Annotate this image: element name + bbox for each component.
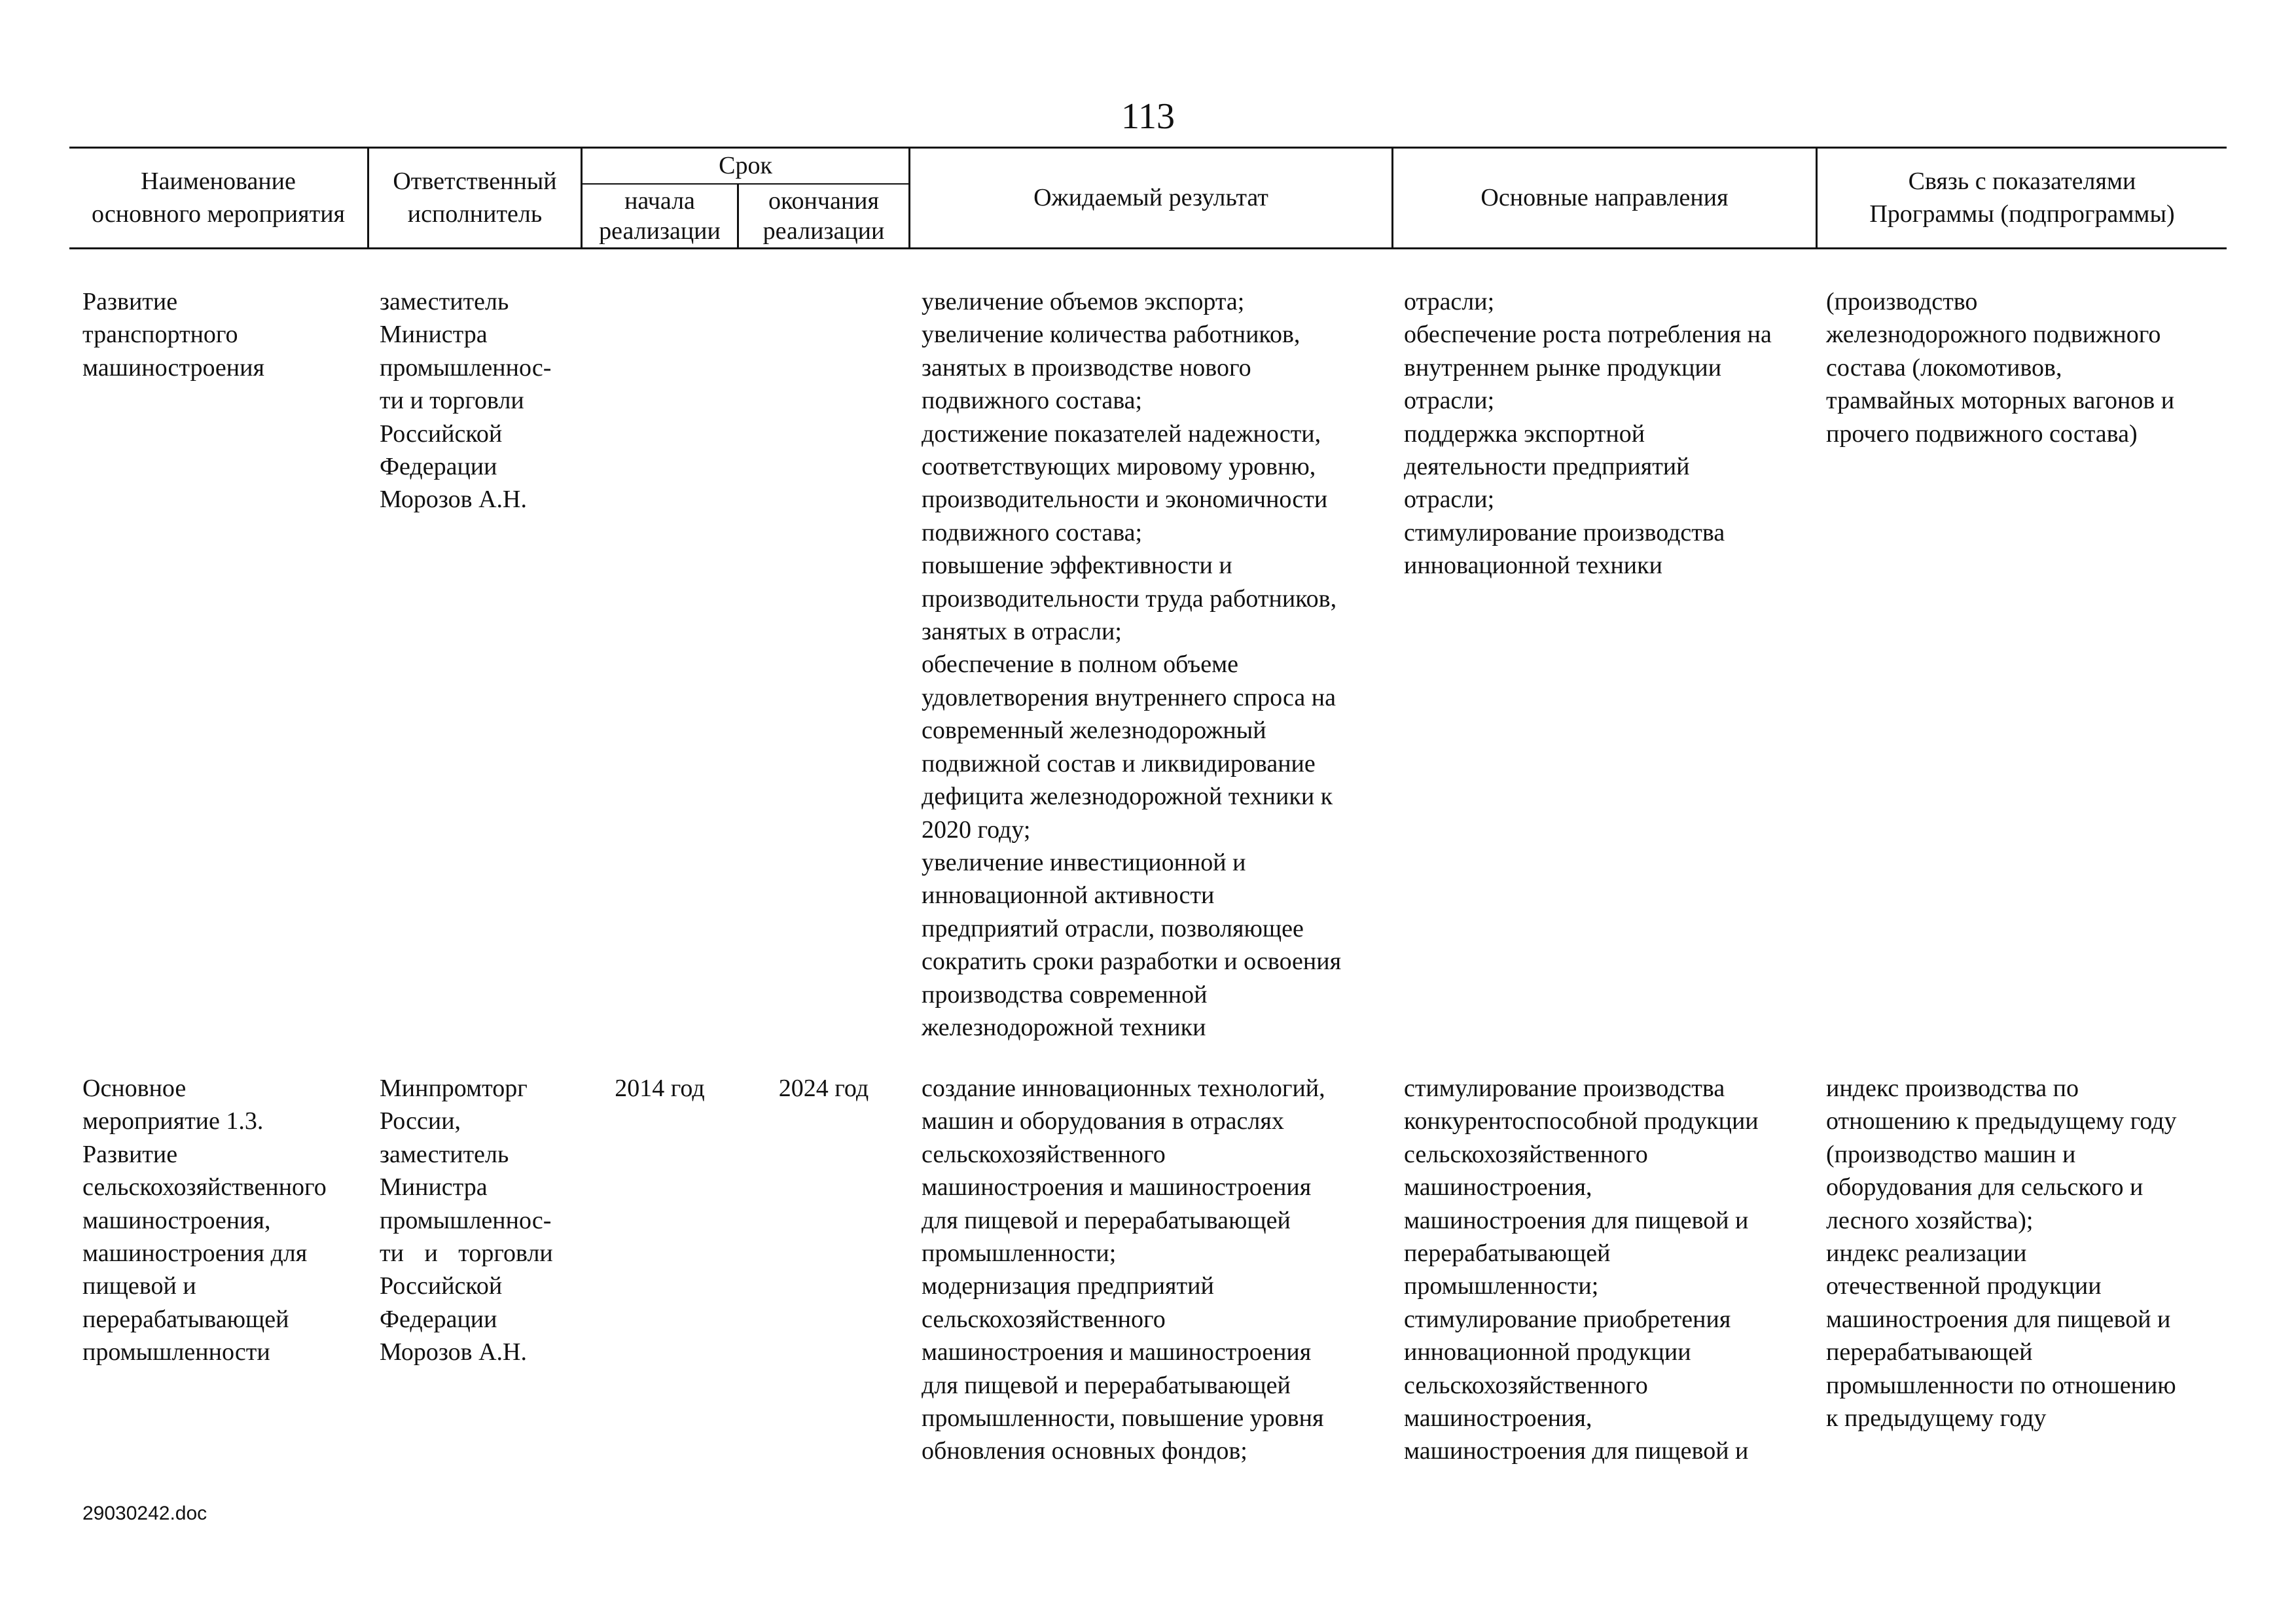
header-start: начала реализации [599, 187, 721, 245]
row2-directions: стимулирование производства конкурентоспособной продукции сельскохозяйственного машиностроения, машиностроения для пищевой и перерабатывающей промышленности; стимулирование приобретения инновационной продукции сельскохозяйственного машиностроения, машиностроения для пищевой и [1404, 1075, 1759, 1465]
header-term: Срок [719, 152, 772, 179]
header-bottom-rule [69, 247, 2227, 249]
page-number: 113 [1121, 96, 1175, 137]
row2-end: 2024 год [778, 1075, 869, 1102]
header-result: Ожидаемый результат [1033, 184, 1268, 211]
row1-responsible: заместитель Министра промышленнос- ти и торговли Российской Федерации Морозов А.Н. [380, 288, 552, 514]
row1-indicators: (производство железнодорожного подвижного состава (локомотивов, трамвайных моторных вагонов и прочего подвижного состава) [1826, 288, 2175, 448]
header-end: окончания реализации [762, 187, 885, 245]
footer-filename: 29030242.doc [82, 1503, 207, 1524]
header-name: Наименование основного мероприятия [91, 168, 346, 228]
row2-indicators: индекс производства по отношению к предыдущему году (производство машин и оборудования для сельского и лесного хозяйства); индекс реализации отечественной продукции машиностроения для пищевой и перерабатывающей промышленности по отношению к предыдущему году [1826, 1075, 2177, 1433]
row2-name: Основное мероприятие 1.3. Развитие сельскохозяйственного машиностроения, машиностроения для пищевой и перерабатывающей промышленности [82, 1075, 327, 1366]
row1-directions: отрасли; обеспечение роста потребления на внутреннем рынке продукции отрасли; поддержка экспортной деятельности предприятий отрасли; стимулирование производства инновационной техники [1404, 288, 1772, 580]
header-directions: Основные направления [1480, 184, 1729, 211]
row1-result: увеличение объемов экспорта; увеличение количества работников, занятых в производстве нового подвижного состава; достижение показателей надежности, соответствующих мировому уровню, производительности и экономичности подвижного состава; повышение эффективности и производительности труда работников, занятых в отрасли; обеспечение в полном объеме удовлетворения внутреннего спроса на современный железнодорожный подвижной состав и ликвидирование дефицита железнодорожной техники к 2020 году; увеличение инвестиционной и инновационной активности предприятий отрасли, позволяющее сократить сроки разработки и освоения производства современной железнодорожной техники [922, 288, 1342, 1041]
header-indicators: Связь с показателями Программы (подпрограммы) [1869, 168, 2175, 228]
row2-start: 2014 год [615, 1075, 705, 1102]
header-responsible: Ответственный исполнитель [393, 168, 557, 228]
row2-responsible: Минпромторг России, заместитель Министра промышленнос- ти и торговли Российской Федерации Морозов А.Н. [380, 1075, 553, 1366]
row2-result: создание инновационных технологий, машин и оборудования в отраслях сельскохозяйственного машиностроения и машиностроения для пищевой и перерабатывающей промышленности; модернизация предприятий сельскохозяйственного машиностроения и машиностроения для пищевой и перерабатывающей промышленности, повышение уровня обновления основных фондов; [922, 1075, 1325, 1465]
row1-name: Развитие транспортного машиностроения [82, 288, 264, 382]
